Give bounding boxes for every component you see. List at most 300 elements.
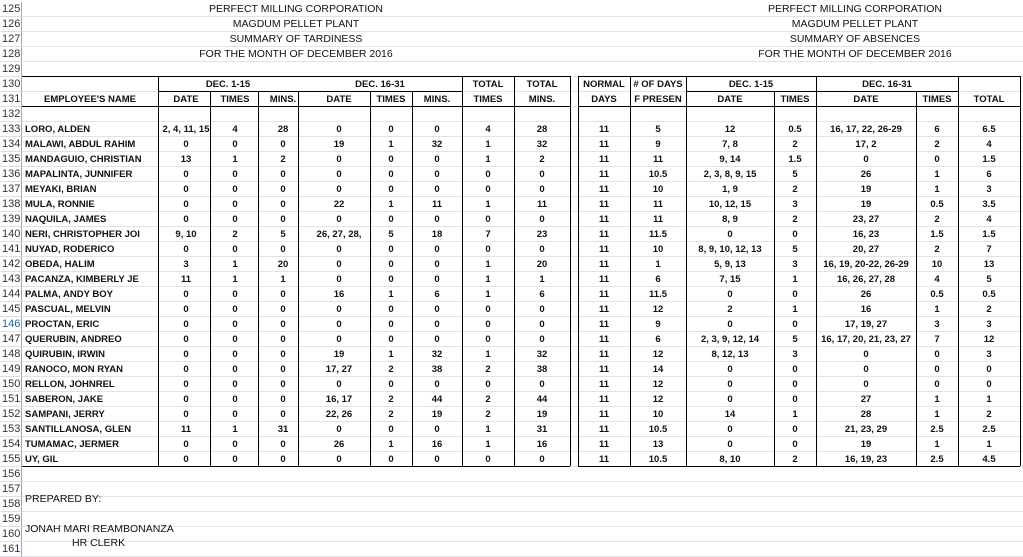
cell-dec1-times[interactable]: 0 (232, 214, 238, 225)
cell-normal-days[interactable]: 11 (598, 364, 610, 375)
cell-abs-dec2-date[interactable]: 19 (860, 199, 872, 210)
cell-abs-total[interactable]: 2 (986, 304, 992, 315)
cell-days-present[interactable]: 6 (655, 274, 661, 285)
cell-abs-total[interactable]: 0 (986, 364, 992, 375)
cell-dec2-mins[interactable]: 38 (431, 364, 443, 375)
cell-dec1-mins[interactable]: 0 (280, 199, 286, 210)
cell-abs-dec2-date[interactable]: 0 (863, 364, 869, 375)
cell-days-present[interactable]: 11 (652, 214, 664, 225)
cell-abs-dec2-times[interactable]: 2.5 (930, 424, 944, 435)
row-header[interactable]: 137 (2, 183, 21, 195)
row-header[interactable]: 130 (2, 78, 21, 90)
cell-total-times[interactable]: 1 (485, 199, 491, 210)
cell-total-times[interactable]: 0 (485, 244, 491, 255)
cell-dec2-mins[interactable]: 32 (431, 349, 443, 360)
row-header[interactable]: 157 (2, 483, 21, 495)
cell-dec2-mins[interactable]: 0 (434, 169, 440, 180)
row-header[interactable]: 155 (2, 453, 21, 465)
cell-dec1-times[interactable]: 0 (232, 334, 238, 345)
cell-total-mins[interactable]: 32 (536, 349, 548, 360)
cell-abs-dec1-times[interactable]: 0 (792, 229, 798, 240)
cell-dec2-times[interactable]: 0 (388, 184, 394, 195)
cell-normal-days[interactable]: 11 (598, 229, 610, 240)
cell-abs-dec2-times[interactable]: 6 (934, 124, 940, 135)
cell-normal-days[interactable]: 11 (598, 139, 610, 150)
cell-total-mins[interactable]: 0 (539, 184, 545, 195)
cell-abs-dec1-date[interactable]: 7, 8 (722, 139, 738, 150)
cell-abs-total[interactable]: 6 (986, 169, 992, 180)
cell-dec1-times[interactable]: 0 (232, 394, 238, 405)
cell-normal-days[interactable]: 11 (598, 274, 610, 285)
cell-abs-dec2-times[interactable]: 0 (934, 379, 940, 390)
cell-abs-dec1-times[interactable]: 3 (792, 199, 798, 210)
cell-dec1-times[interactable]: 0 (232, 439, 238, 450)
cell-dec1-times[interactable]: 1 (232, 154, 238, 165)
cell-normal-days[interactable]: 11 (598, 214, 610, 225)
cell-abs-dec2-date[interactable]: 28 (860, 409, 872, 420)
cell-total-mins[interactable]: 2 (539, 154, 545, 165)
cell-abs-dec2-times[interactable]: 0 (934, 154, 940, 165)
cell-total-times[interactable]: 1 (485, 259, 491, 270)
cell-dec2-date[interactable]: 0 (336, 424, 342, 435)
row-header[interactable]: 159 (2, 513, 21, 525)
cell-employee-name[interactable]: LORO, ALDEN (25, 124, 91, 135)
cell-normal-days[interactable]: 11 (598, 394, 610, 405)
cell-abs-dec1-date[interactable]: 2, 3, 9, 12, 14 (700, 334, 760, 345)
cell-dec1-mins[interactable]: 28 (277, 124, 289, 135)
cell-dec2-mins[interactable]: 0 (434, 424, 440, 435)
cell-total-mins[interactable]: 0 (539, 304, 545, 315)
cell-abs-dec2-times[interactable]: 1 (934, 394, 940, 405)
cell-total-mins[interactable]: 19 (536, 409, 548, 420)
cell-total-mins[interactable]: 23 (536, 229, 548, 240)
cell-dec1-times[interactable]: 0 (232, 349, 238, 360)
cell-total-mins[interactable]: 28 (536, 124, 548, 135)
cell-abs-dec1-date[interactable]: 8, 9, 10, 12, 13 (698, 244, 762, 255)
cell-dec2-times[interactable]: 0 (388, 154, 394, 165)
cell-abs-dec1-times[interactable]: 1 (792, 304, 798, 315)
cell-dec2-mins[interactable]: 0 (434, 184, 440, 195)
cell-abs-dec2-date[interactable]: 16, 17, 20, 21, 23, 27 (821, 334, 911, 345)
cell-total-mins[interactable]: 0 (539, 379, 545, 390)
cell-abs-dec1-date[interactable]: 14 (724, 409, 736, 420)
cell-days-present[interactable]: 10 (652, 184, 664, 195)
cell-dec1-date[interactable]: 11 (180, 274, 192, 285)
cell-total-mins[interactable]: 44 (536, 394, 548, 405)
cell-abs-dec1-times[interactable]: 2 (792, 454, 798, 465)
cell-abs-total[interactable]: 7 (986, 244, 992, 255)
cell-dec1-times[interactable]: 1 (232, 274, 238, 285)
cell-normal-days[interactable]: 11 (598, 184, 610, 195)
cell-dec2-date[interactable]: 0 (336, 124, 342, 135)
cell-employee-name[interactable]: SABERON, JAKE (25, 394, 104, 405)
cell-abs-dec2-date[interactable]: 0 (863, 379, 869, 390)
cell-dec1-date[interactable]: 0 (183, 244, 189, 255)
cell-abs-dec2-times[interactable]: 1 (934, 409, 940, 420)
cell-total-mins[interactable]: 0 (539, 244, 545, 255)
row-header[interactable]: 142 (2, 258, 21, 270)
cell-dec1-date[interactable]: 0 (183, 169, 189, 180)
cell-days-present[interactable]: 1 (655, 259, 661, 270)
cell-abs-dec2-date[interactable]: 26 (860, 289, 872, 300)
cell-dec2-mins[interactable]: 0 (434, 214, 440, 225)
cell-abs-dec1-date[interactable]: 10, 12, 15 (708, 199, 752, 210)
cell-dec1-date[interactable]: 0 (183, 439, 189, 450)
cell-dec1-mins[interactable]: 31 (277, 424, 289, 435)
cell-total-mins[interactable]: 1 (539, 274, 545, 285)
cell-total-mins[interactable]: 31 (536, 424, 548, 435)
row-header[interactable]: 141 (2, 243, 21, 255)
cell-abs-total[interactable]: 1.5 (982, 229, 996, 240)
cell-total-mins[interactable]: 0 (539, 169, 545, 180)
row-header[interactable]: 126 (2, 18, 21, 30)
row-header[interactable]: 127 (2, 33, 21, 45)
cell-abs-dec2-times[interactable]: 1.5 (930, 229, 944, 240)
cell-abs-dec2-times[interactable]: 0.5 (930, 199, 944, 210)
cell-total-times[interactable]: 1 (485, 349, 491, 360)
cell-dec1-mins[interactable]: 0 (280, 169, 286, 180)
cell-dec1-times[interactable]: 0 (232, 199, 238, 210)
cell-abs-dec2-date[interactable]: 16, 26, 27, 28 (836, 274, 896, 285)
cell-dec2-times[interactable]: 0 (388, 319, 394, 330)
cell-dec1-times[interactable]: 0 (232, 184, 238, 195)
cell-employee-name[interactable]: RELLON, JOHNREL (25, 379, 115, 390)
row-header[interactable]: 160 (2, 528, 21, 540)
cell-abs-dec2-date[interactable]: 0 (863, 154, 869, 165)
cell-abs-total[interactable]: 6.5 (982, 124, 996, 135)
cell-employee-name[interactable]: UY, GIL (25, 454, 59, 465)
cell-abs-dec1-times[interactable]: 3 (792, 259, 798, 270)
row-header[interactable]: 149 (2, 363, 21, 375)
cell-dec1-mins[interactable]: 0 (280, 139, 286, 150)
cell-abs-dec1-times[interactable]: 0.5 (788, 124, 802, 135)
cell-total-mins[interactable]: 11 (536, 199, 548, 210)
row-header[interactable]: 129 (2, 63, 21, 75)
cell-dec1-mins[interactable]: 0 (280, 319, 286, 330)
cell-dec1-mins[interactable]: 0 (280, 439, 286, 450)
cell-days-present[interactable]: 5 (655, 124, 661, 135)
cell-dec1-times[interactable]: 1 (232, 424, 238, 435)
cell-dec2-times[interactable]: 2 (388, 394, 394, 405)
cell-abs-dec1-date[interactable]: 0 (727, 319, 733, 330)
cell-dec2-times[interactable]: 1 (388, 139, 394, 150)
cell-abs-dec2-date[interactable]: 19 (860, 184, 872, 195)
cell-dec2-times[interactable]: 1 (388, 289, 394, 300)
cell-abs-total[interactable]: 4 (986, 214, 992, 225)
cell-abs-dec2-date[interactable]: 27 (860, 394, 872, 405)
cell-dec2-times[interactable]: 2 (388, 409, 394, 420)
cell-dec1-date[interactable]: 3 (183, 259, 189, 270)
cell-abs-total[interactable]: 2 (986, 409, 992, 420)
cell-normal-days[interactable]: 11 (598, 304, 610, 315)
cell-dec2-times[interactable]: 0 (388, 304, 394, 315)
cell-dec2-times[interactable]: 0 (388, 259, 394, 270)
cell-normal-days[interactable]: 11 (598, 319, 610, 330)
cell-dec1-mins[interactable]: 0 (280, 289, 286, 300)
row-header[interactable]: 133 (2, 123, 21, 135)
cell-total-mins[interactable]: 16 (536, 439, 548, 450)
row-header[interactable]: 150 (2, 378, 21, 390)
cell-dec1-times[interactable]: 0 (232, 364, 238, 375)
cell-dec1-date[interactable]: 9, 10 (175, 229, 197, 240)
cell-days-present[interactable]: 10 (652, 244, 664, 255)
row-header[interactable]: 132 (2, 108, 21, 120)
cell-dec1-times[interactable]: 0 (232, 169, 238, 180)
cell-total-times[interactable]: 0 (485, 214, 491, 225)
cell-dec1-times[interactable]: 1 (232, 259, 238, 270)
cell-normal-days[interactable]: 11 (598, 259, 610, 270)
cell-abs-dec1-times[interactable]: 2 (792, 139, 798, 150)
row-header[interactable]: 145 (2, 303, 21, 315)
cell-abs-dec1-date[interactable]: 12 (724, 124, 736, 135)
cell-abs-dec1-date[interactable]: 0 (727, 229, 733, 240)
cell-abs-dec1-date[interactable]: 0 (727, 364, 733, 375)
cell-abs-dec2-date[interactable]: 16, 23 (852, 229, 880, 240)
cell-dec1-mins[interactable]: 2 (280, 154, 286, 165)
cell-dec1-date[interactable]: 0 (183, 319, 189, 330)
row-header[interactable]: 151 (2, 393, 21, 405)
cell-abs-dec1-times[interactable]: 5 (792, 244, 798, 255)
cell-dec1-mins[interactable]: 0 (280, 364, 286, 375)
cell-abs-dec1-times[interactable]: 1 (792, 274, 798, 285)
cell-normal-days[interactable]: 11 (598, 424, 610, 435)
cell-abs-total[interactable]: 0 (986, 379, 992, 390)
cell-dec2-times[interactable]: 0 (388, 169, 394, 180)
cell-employee-name[interactable]: TUMAMAC, JERMER (25, 439, 119, 450)
cell-abs-total[interactable]: 2.5 (982, 424, 996, 435)
cell-days-present[interactable]: 13 (652, 439, 664, 450)
cell-abs-dec1-date[interactable]: 0 (727, 439, 733, 450)
cell-dec2-date[interactable]: 0 (336, 274, 342, 285)
cell-dec1-mins[interactable]: 0 (280, 334, 286, 345)
cell-abs-dec2-date[interactable]: 16, 19, 20-22, 26-29 (823, 259, 909, 270)
cell-employee-name[interactable]: NUYAD, RODERICO (25, 244, 115, 255)
cell-dec2-mins[interactable]: 19 (431, 409, 443, 420)
cell-dec1-mins[interactable]: 0 (280, 214, 286, 225)
cell-abs-dec1-date[interactable]: 8, 12, 13 (711, 349, 749, 360)
row-header[interactable]: 148 (2, 348, 21, 360)
cell-total-times[interactable]: 0 (485, 184, 491, 195)
cell-dec2-times[interactable]: 0 (388, 244, 394, 255)
row-header[interactable]: 153 (2, 423, 21, 435)
cell-abs-dec1-date[interactable]: 8, 10 (719, 454, 741, 465)
cell-abs-dec2-date[interactable]: 16 (860, 304, 872, 315)
cell-dec1-date[interactable]: 0 (183, 334, 189, 345)
cell-dec1-times[interactable]: 0 (232, 244, 238, 255)
cell-total-mins[interactable]: 32 (536, 139, 548, 150)
cell-dec2-date[interactable]: 0 (336, 184, 342, 195)
cell-dec1-mins[interactable]: 0 (280, 409, 286, 420)
cell-dec1-date[interactable]: 0 (183, 289, 189, 300)
cell-abs-dec2-times[interactable]: 1 (934, 439, 940, 450)
cell-dec1-date[interactable]: 0 (183, 409, 189, 420)
cell-abs-dec2-date[interactable]: 23, 27 (852, 214, 880, 225)
cell-abs-dec2-times[interactable]: 1 (934, 169, 940, 180)
cell-abs-dec2-date[interactable]: 19 (860, 439, 872, 450)
cell-total-times[interactable]: 0 (485, 454, 491, 465)
cell-abs-total[interactable]: 1 (986, 439, 992, 450)
cell-dec2-times[interactable]: 0 (388, 214, 394, 225)
cell-dec2-date[interactable]: 26 (333, 439, 345, 450)
cell-dec1-mins[interactable]: 0 (280, 379, 286, 390)
cell-dec1-date[interactable]: 0 (183, 184, 189, 195)
cell-dec2-date[interactable]: 0 (336, 379, 342, 390)
cell-dec1-date[interactable]: 0 (183, 364, 189, 375)
cell-employee-name[interactable]: RANOCO, MON RYAN (25, 364, 123, 375)
cell-total-mins[interactable]: 38 (536, 364, 548, 375)
cell-employee-name[interactable]: SANTILLANOSA, GLEN (25, 424, 132, 435)
cell-dec1-mins[interactable]: 20 (277, 259, 289, 270)
cell-dec2-date[interactable]: 19 (333, 139, 345, 150)
cell-dec2-date[interactable]: 0 (336, 454, 342, 465)
cell-dec2-mins[interactable]: 0 (434, 334, 440, 345)
cell-abs-total[interactable]: 4.5 (982, 454, 996, 465)
cell-total-times[interactable]: 0 (485, 304, 491, 315)
cell-total-times[interactable]: 1 (485, 154, 491, 165)
cell-dec2-mins[interactable]: 0 (434, 124, 440, 135)
cell-dec2-mins[interactable]: 0 (434, 244, 440, 255)
cell-employee-name[interactable]: MULA, RONNIE (25, 199, 95, 210)
row-header[interactable]: 154 (2, 438, 21, 450)
cell-dec2-times[interactable]: 2 (388, 364, 394, 375)
cell-dec1-mins[interactable]: 0 (280, 349, 286, 360)
cell-dec1-mins[interactable]: 5 (280, 229, 286, 240)
cell-dec2-times[interactable]: 1 (388, 349, 394, 360)
cell-dec1-date[interactable]: 0 (183, 349, 189, 360)
cell-dec2-mins[interactable]: 32 (431, 139, 443, 150)
cell-abs-dec1-date[interactable]: 0 (727, 424, 733, 435)
cell-abs-total[interactable]: 5 (986, 274, 992, 285)
row-header[interactable]: 143 (2, 273, 21, 285)
cell-total-times[interactable]: 1 (485, 139, 491, 150)
cell-abs-dec1-date[interactable]: 0 (727, 289, 733, 300)
cell-dec2-date[interactable]: 17, 27 (325, 364, 353, 375)
cell-total-mins[interactable]: 0 (539, 454, 545, 465)
cell-dec2-times[interactable]: 0 (388, 454, 394, 465)
cell-dec2-mins[interactable]: 0 (434, 379, 440, 390)
cell-total-times[interactable]: 0 (485, 169, 491, 180)
cell-abs-dec2-date[interactable]: 17, 19, 27 (844, 319, 888, 330)
cell-days-present[interactable]: 9 (655, 319, 661, 330)
cell-total-times[interactable]: 7 (485, 229, 491, 240)
row-header[interactable]: 156 (2, 468, 21, 480)
cell-total-times[interactable]: 1 (485, 274, 491, 285)
cell-dec2-times[interactable]: 1 (388, 439, 394, 450)
cell-abs-dec1-times[interactable]: 0 (792, 319, 798, 330)
cell-dec2-mins[interactable]: 0 (434, 154, 440, 165)
row-header[interactable]: 147 (2, 333, 21, 345)
cell-abs-dec2-date[interactable]: 20, 27 (852, 244, 880, 255)
cell-abs-dec2-times[interactable]: 4 (934, 274, 940, 285)
cell-days-present[interactable]: 9 (655, 139, 661, 150)
cell-abs-dec1-date[interactable]: 9, 14 (719, 154, 741, 165)
cell-abs-dec2-times[interactable]: 2 (934, 214, 940, 225)
cell-abs-dec2-times[interactable]: 2.5 (930, 454, 944, 465)
cell-abs-dec1-times[interactable]: 3 (792, 349, 798, 360)
cell-abs-dec1-date[interactable]: 8, 9 (722, 214, 738, 225)
cell-dec2-mins[interactable]: 18 (431, 229, 443, 240)
row-header[interactable]: 152 (2, 408, 21, 420)
cell-abs-total[interactable]: 1.5 (982, 154, 996, 165)
cell-dec2-date[interactable]: 16, 17 (325, 394, 353, 405)
cell-employee-name[interactable]: MEYAKI, BRIAN (25, 184, 97, 195)
cell-abs-dec2-times[interactable]: 10 (931, 259, 943, 270)
cell-dec2-mins[interactable]: 11 (431, 199, 443, 210)
cell-dec2-mins[interactable]: 6 (434, 289, 440, 300)
cell-employee-name[interactable]: MALAWI, ABDUL RAHIM (25, 139, 136, 150)
cell-total-times[interactable]: 0 (485, 334, 491, 345)
cell-dec2-date[interactable]: 26, 27, 28, (316, 229, 362, 240)
cell-days-present[interactable]: 10.5 (648, 454, 668, 465)
row-header[interactable]: 140 (2, 228, 21, 240)
cell-days-present[interactable]: 11 (652, 199, 664, 210)
cell-days-present[interactable]: 12 (652, 394, 664, 405)
cell-abs-dec2-times[interactable]: 2 (934, 139, 940, 150)
cell-dec2-mins[interactable]: 0 (434, 274, 440, 285)
cell-dec1-date[interactable]: 0 (183, 304, 189, 315)
cell-dec1-times[interactable]: 0 (232, 319, 238, 330)
cell-dec1-date[interactable]: 0 (183, 379, 189, 390)
cell-employee-name[interactable]: MAPALINTA, JUNNIFER (25, 169, 133, 180)
row-header[interactable]: 131 (2, 93, 21, 105)
cell-dec2-date[interactable]: 22 (333, 199, 345, 210)
cell-abs-dec2-times[interactable]: 0 (934, 349, 940, 360)
cell-abs-total[interactable]: 0.5 (982, 289, 996, 300)
row-header[interactable]: 139 (2, 213, 21, 225)
cell-abs-dec1-times[interactable]: 0 (792, 439, 798, 450)
cell-employee-name[interactable]: PACANZA, KIMBERLY JE (25, 274, 139, 285)
cell-dec2-date[interactable]: 0 (336, 319, 342, 330)
cell-abs-dec2-times[interactable]: 1 (934, 304, 940, 315)
cell-dec2-date[interactable]: 0 (336, 244, 342, 255)
cell-dec1-date[interactable]: 11 (180, 424, 192, 435)
cell-dec1-date[interactable]: 0 (183, 454, 189, 465)
cell-abs-dec2-date[interactable]: 17, 2 (855, 139, 877, 150)
cell-dec1-times[interactable]: 0 (232, 454, 238, 465)
cell-dec1-times[interactable]: 0 (232, 304, 238, 315)
cell-dec2-times[interactable]: 0 (388, 379, 394, 390)
cell-abs-dec2-times[interactable]: 1 (934, 184, 940, 195)
cell-dec2-mins[interactable]: 0 (434, 259, 440, 270)
cell-employee-name[interactable]: NERI, CHRISTOPHER JOI (25, 229, 140, 240)
cell-dec2-mins[interactable]: 44 (431, 394, 443, 405)
cell-days-present[interactable]: 10.5 (648, 169, 668, 180)
cell-total-mins[interactable]: 6 (539, 289, 545, 300)
cell-total-times[interactable]: 2 (485, 409, 491, 420)
cell-total-mins[interactable]: 0 (539, 214, 545, 225)
cell-abs-dec2-date[interactable]: 26 (860, 169, 872, 180)
cell-normal-days[interactable]: 11 (598, 289, 610, 300)
cell-abs-dec1-times[interactable]: 1.5 (788, 154, 802, 165)
cell-dec2-mins[interactable]: 16 (431, 439, 443, 450)
cell-abs-total[interactable]: 4 (986, 139, 992, 150)
cell-dec1-times[interactable]: 0 (232, 289, 238, 300)
row-header[interactable]: 134 (2, 138, 21, 150)
cell-abs-dec1-times[interactable]: 0 (792, 364, 798, 375)
cell-employee-name[interactable]: QUIRUBIN, IRWIN (25, 349, 106, 360)
cell-dec1-times[interactable]: 0 (232, 409, 238, 420)
cell-dec1-mins[interactable]: 0 (280, 454, 286, 465)
cell-total-mins[interactable]: 0 (539, 319, 545, 330)
cell-dec2-times[interactable]: 0 (388, 424, 394, 435)
cell-dec2-date[interactable]: 22, 26 (325, 409, 353, 420)
cell-abs-dec1-date[interactable]: 1, 9 (722, 184, 738, 195)
cell-days-present[interactable]: 10 (652, 409, 664, 420)
cell-total-mins[interactable]: 20 (536, 259, 548, 270)
cell-dec1-times[interactable]: 4 (232, 124, 238, 135)
cell-abs-dec1-date[interactable]: 7, 15 (719, 274, 741, 285)
cell-normal-days[interactable]: 11 (598, 154, 610, 165)
